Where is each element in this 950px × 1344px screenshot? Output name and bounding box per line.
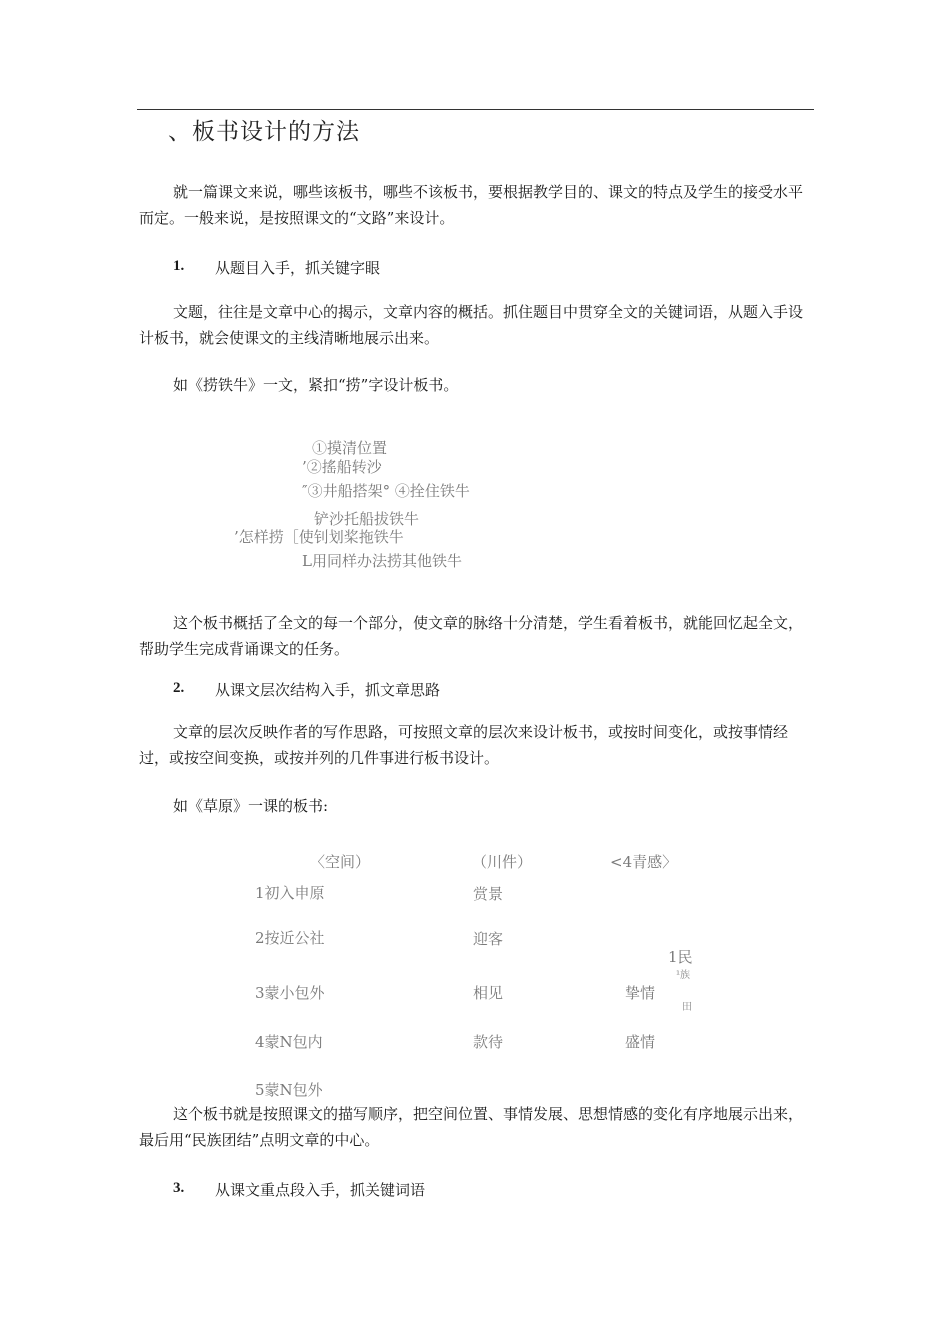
section1-number: 1. [173, 258, 185, 274]
section1-example: 如《捞铁牛》一文，紧扣“捞”字设计板书。 [173, 376, 459, 394]
board2-row1-event: 赏景 [473, 885, 504, 903]
board2-row3-event: 相见 [473, 984, 504, 1002]
intro-paragraph: 就一篇课文来说，哪些该板书，哪些不该板书，要根据教学目的、课文的特点及学生的接受水平而定。一般来说，是按照课文的“文路”来设计。 [139, 183, 804, 227]
section1-title: 从题目入手，抓关键字眼 [215, 259, 381, 277]
board1-line1: ①摸清位置 [312, 439, 388, 457]
header-rule [137, 109, 814, 110]
board2-row1-space: 1初入申原 [255, 884, 325, 902]
section2-title: 从课文层次结构入手，抓文章思路 [215, 681, 441, 699]
board2-row5-space: 5蒙N包外 [255, 1081, 323, 1099]
board2-row3-emotion: 挚情 [625, 984, 656, 1002]
board1-line4: 铲沙托船拔铁牛 [314, 510, 420, 528]
board2-row4-emotion: 盛情 [625, 1033, 656, 1051]
board1-line6: L用同样办法捞其他铁牛 [302, 552, 462, 570]
board1-line5: ’怎样捞［使钊划桨拖铁牛 [234, 528, 404, 546]
section3-number: 3. [173, 1180, 185, 1196]
section2-paragraph: 文章的层次反映作者的写作思路，可按照文章的层次来设计板书，或按时间变化，或按事情经过，或按空间变换，或按并列的几件事进行板书设计。 [139, 723, 789, 767]
board2-row4-space: 4蒙N包内 [255, 1033, 323, 1051]
section1-paragraph: 文题，往往是文章中心的揭示，文章内容的概括。抓住题目中贯穿全文的关键词语，从题入手设计板书，就会使课文的主线清晰地展示出来。 [139, 303, 804, 347]
board2-side-line1: 1民 [668, 948, 693, 966]
board2-header-emotion: <4青感〉 [610, 853, 678, 871]
board1-line3: ″③井船搭架° ④拴住铁牛 [302, 482, 470, 500]
board2-row2-event: 迎客 [473, 930, 504, 948]
section2-example: 如《草原》一课的板书: [173, 797, 329, 815]
section3-title: 从课文重点段入手，抓关键词语 [215, 1181, 426, 1199]
board2-row4-event: 款待 [473, 1033, 504, 1051]
board2-header-space: 〈空间） [310, 853, 371, 871]
section1-after: 这个板书概括了全文的每一个部分，使文章的脉络十分清楚，学生看着板书，就能回忆起全文，帮助学生完成背诵课文的任务。 [139, 614, 804, 658]
section2-number: 2. [173, 680, 185, 696]
section-heading: 、板书设计的方法 [168, 119, 360, 145]
board2-row3-space: 3蒙小包外 [255, 984, 325, 1002]
board2-side-line2: ¹族 [676, 970, 691, 981]
board2-row2-space: 2按近公社 [255, 929, 325, 947]
section2-after: 这个板书就是按照课文的描写顺序，把空间位置、事情发展、思想情感的变化有序地展示出来，最后用“民族团结”点明文章的中心。 [139, 1105, 804, 1149]
board2-side-line3: 田 [682, 1002, 692, 1013]
board1-line2: ’②搖船转沙 [302, 458, 382, 476]
board2-header-event: （川件） [472, 853, 533, 871]
